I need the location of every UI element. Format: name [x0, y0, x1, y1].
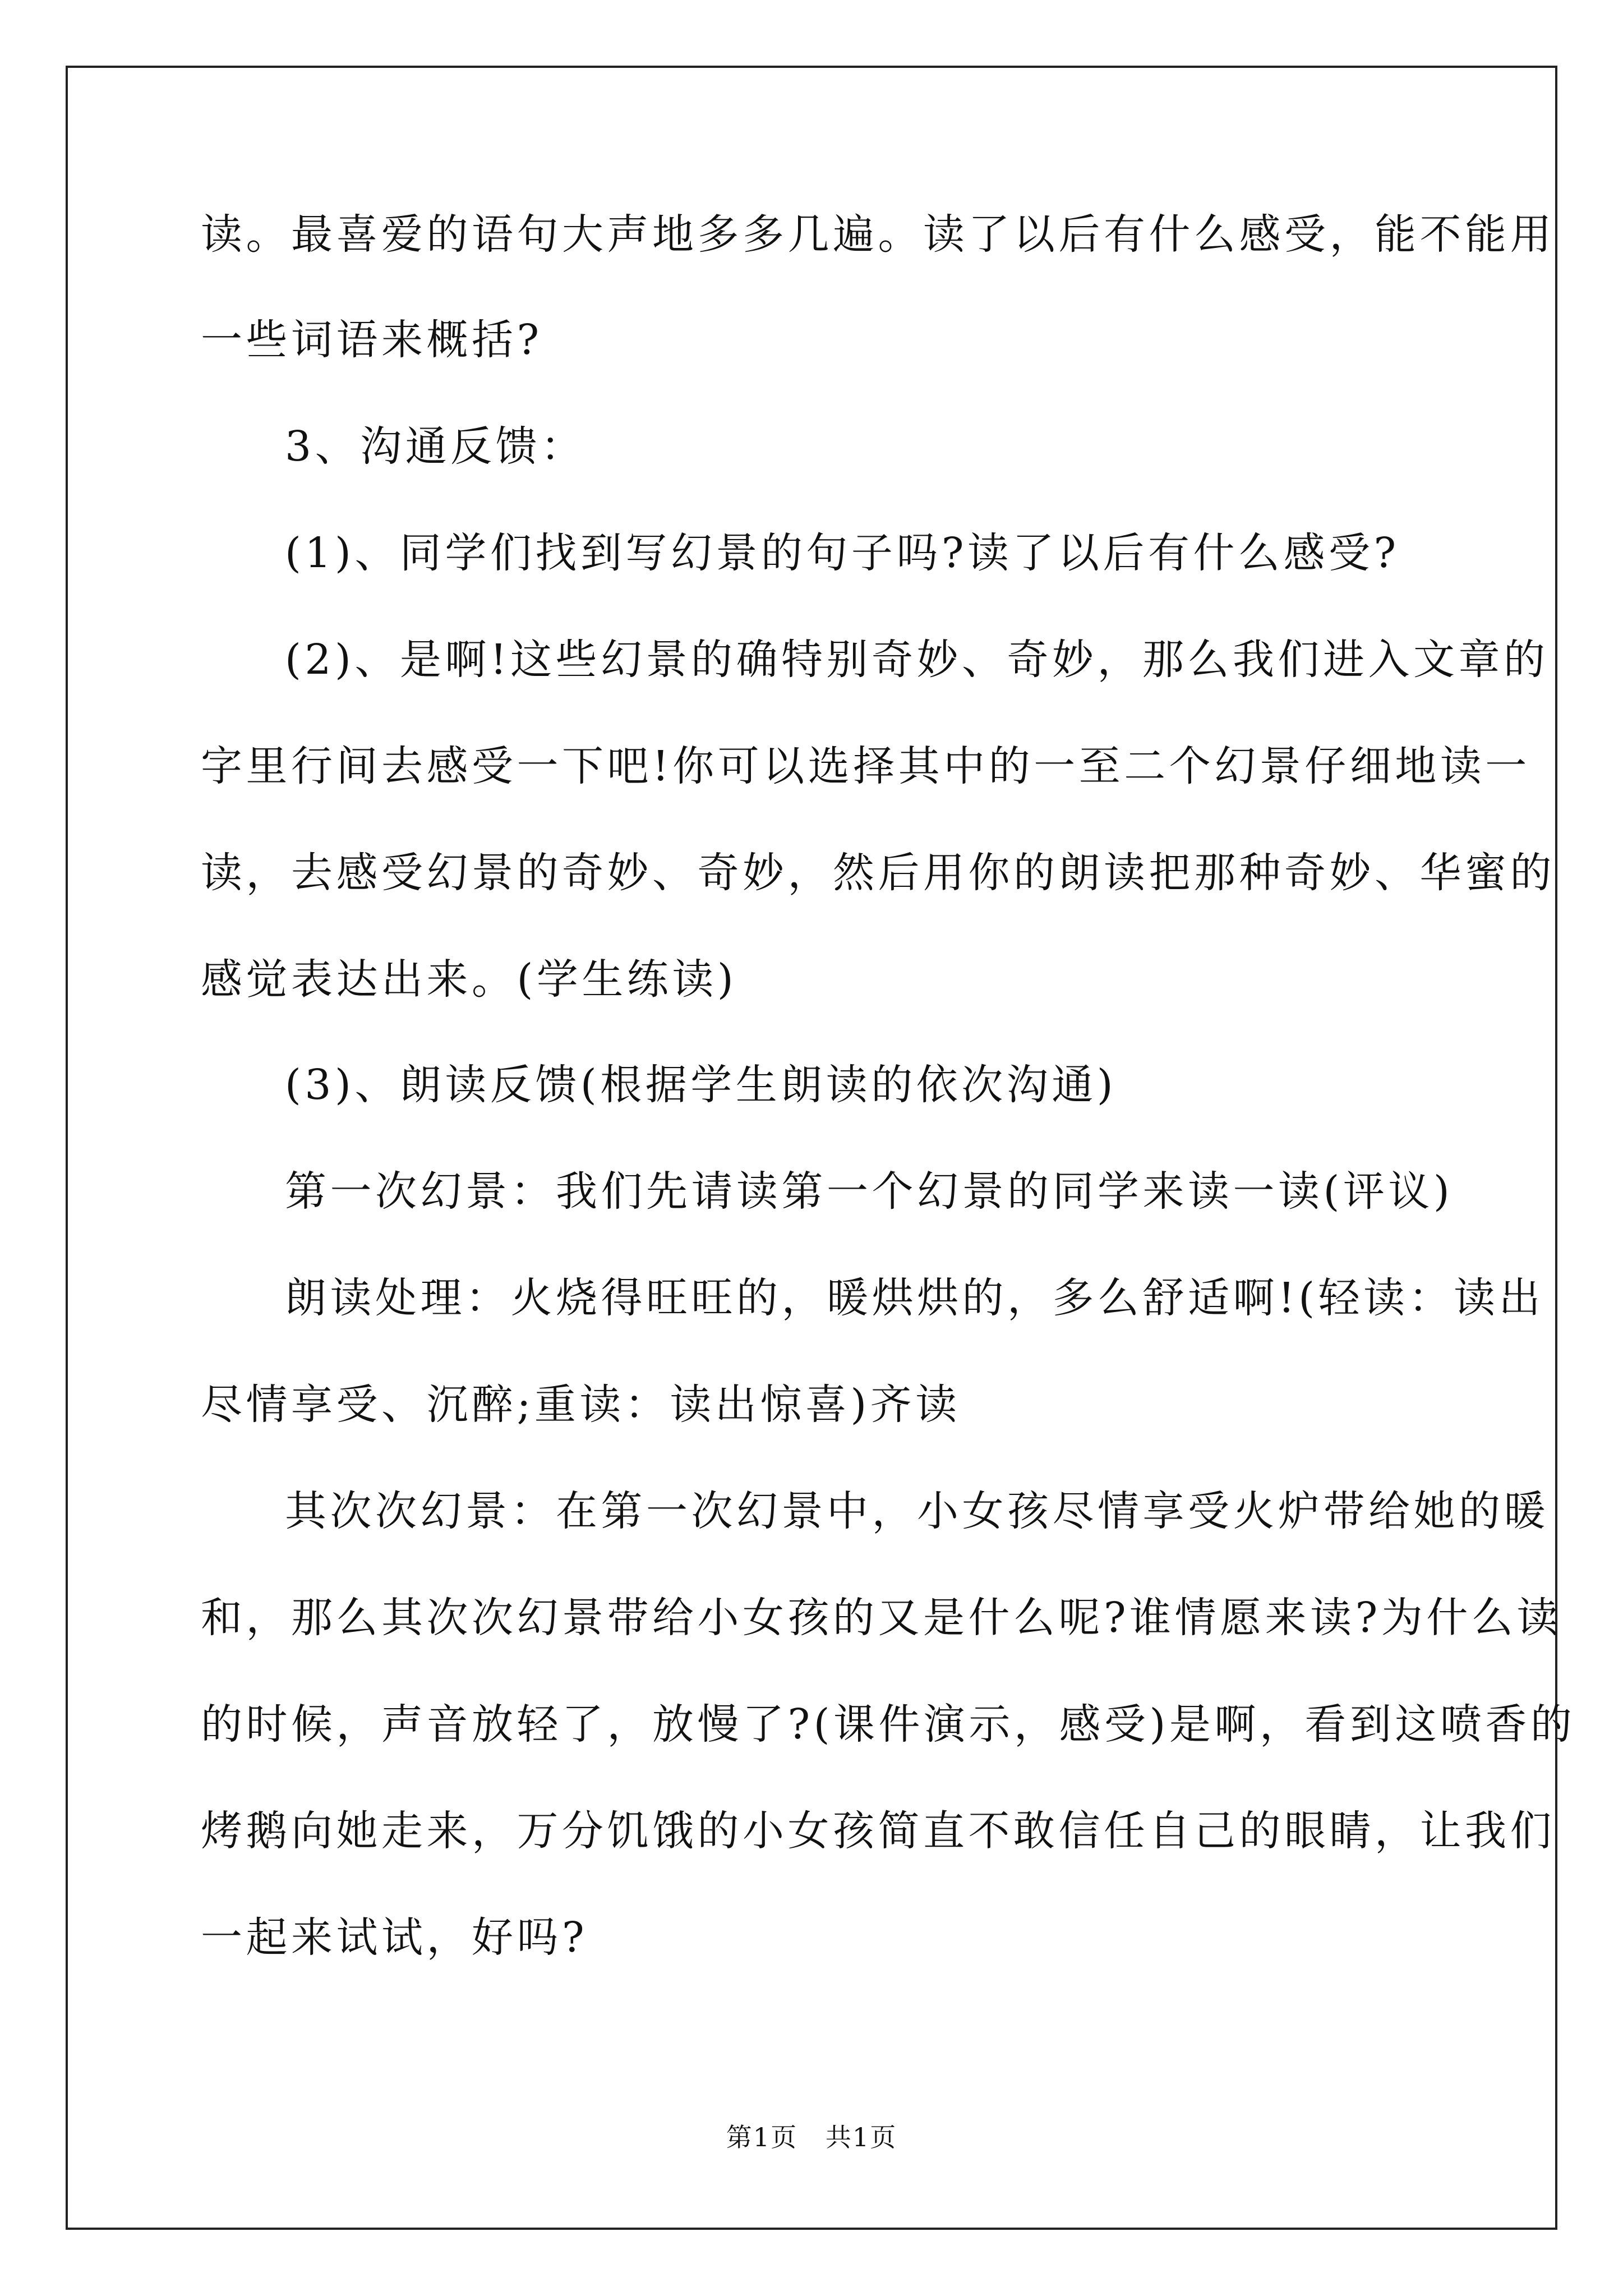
text-line: 其次次幻景：在第一次幻景中，小女孩尽情享受火炉带给她的暖 [285, 1487, 1549, 1535]
text-line: 一起来试试，好吗? [201, 1913, 588, 1962]
text-line: 读，去感受幻景的奇妙、奇妙，然后用你的朗读把那种奇妙、华蜜的 [201, 849, 1555, 897]
text-line: 一些词语来概括? [201, 316, 543, 364]
page-border [66, 66, 1557, 2230]
text-line: 的时候，声音放轻了，放慢了?(课件演示，感受)是啊，看到这喷香的 [201, 1700, 1576, 1749]
text-line: 感觉表达出来。(学生练读) [201, 955, 737, 1004]
text-line: 3、沟通反馈： [285, 422, 586, 471]
text-line: 第一次幻景：我们先请读第一个幻景的同学来读一读(评议) [285, 1167, 1454, 1216]
text-line: (1)、同学们找到写幻景的句子吗?读了以后有什么感受? [285, 529, 1400, 577]
page-footer: 第1页 共1页 [726, 2122, 897, 2152]
text-line: 烤鹅向她走来，万分饥饿的小女孩简直不敢信任自己的眼睛，让我们 [201, 1807, 1555, 1855]
text-line: 尽情享受、沉醉;重读：读出惊喜)齐读 [201, 1381, 961, 1429]
text-line: 朗读处理：火烧得旺旺的，暖烘烘的，多么舒适啊!(轻读：读出 [285, 1274, 1544, 1322]
text-line: (3)、朗读反馈(根据学生朗读的依次沟通) [285, 1061, 1117, 1109]
text-line: 和，那么其次次幻景带给小女孩的又是什么呢?谁情愿来读?为什么读 [201, 1594, 1562, 1642]
text-line: 字里行间去感受一下吧!你可以选择其中的一至二个幻景仔细地读一 [201, 742, 1530, 790]
text-line: 读。最喜爱的语句大声地多多几遍。读了以后有什么感受，能不能用 [201, 210, 1555, 259]
text-line: (2)、是啊!这些幻景的确特别奇妙、奇妙，那么我们进入文章的 [285, 636, 1549, 684]
